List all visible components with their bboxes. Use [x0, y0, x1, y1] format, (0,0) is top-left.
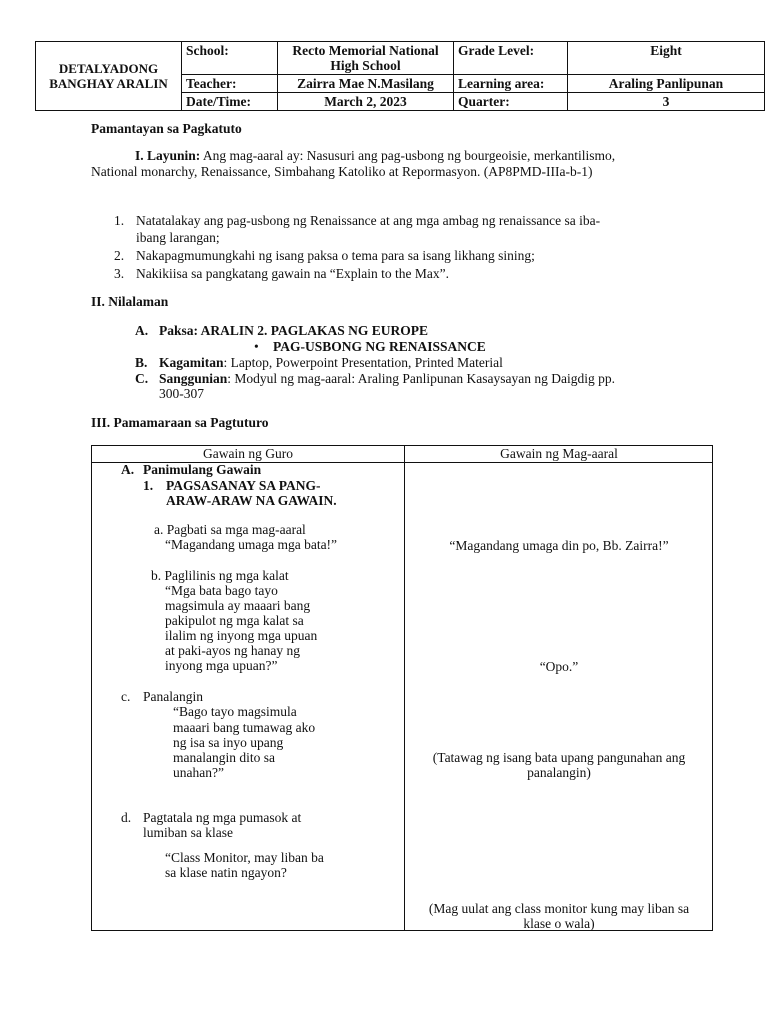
prayer-quote-1: “Bago tayo magsimula — [173, 704, 297, 719]
learning-area-value: Araling Panlipunan — [568, 75, 765, 93]
teacher-value: Zairra Mae N.Masilang — [278, 75, 454, 93]
objective-1-text-2: ibang larangan; — [136, 230, 220, 245]
cleanup-item: b. Paglilinis ng mga kalat — [151, 568, 289, 583]
activity-1-number: 1. — [143, 478, 154, 493]
school-label: School: — [182, 42, 278, 75]
prayer-quote-2: maaari bang tumawag ako — [173, 720, 316, 735]
prayer-response-1: (Tatawag ng isang bata upang pangunahan ang — [432, 750, 686, 765]
activity-1-title-2: ARAW-ARAW NA GAWAIN. — [166, 493, 337, 508]
materials-label: Kagamitan — [159, 355, 224, 370]
topic-label: Paksa: ARALIN 2. PAGLAKAS NG EUROPE — [159, 323, 429, 338]
objectives-line-2: National monarchy, Renaissance, Simbahang Katoliko at Repormasyon. (AP8PMD-IIIa-b-1) — [91, 164, 593, 179]
standards-heading: Pamantayan sa Pagkatuto — [91, 121, 242, 136]
materials-letter: B. — [135, 355, 148, 370]
prayer-letter: c. — [121, 689, 131, 704]
cleanup-quote-3: pakipulot ng mga kalat sa — [165, 613, 304, 628]
objective-2-text: Nakapagmumungkahi ng isang paksa o tema para sa isang likhang sining; — [136, 248, 535, 263]
learning-area-label: Learning area: — [454, 75, 568, 93]
grade-level-value: Eight — [568, 42, 765, 75]
attendance-letter: d. — [121, 810, 132, 825]
objectives-line-1 — [135, 148, 615, 164]
date-label: Date/Time: — [182, 93, 278, 111]
objective-1-number: 1. — [114, 213, 125, 228]
cleanup-quote-4: ilalim ng inyong mga upuan — [165, 628, 318, 643]
greeting-response: “Magandang umaga din po, Bb. Zairra!” — [449, 538, 669, 553]
section-a-letter: A. — [121, 462, 135, 477]
attendance-response-1: (Mag uulat ang class monitor kung may liban sa — [428, 901, 690, 916]
attendance-item-2: lumiban sa klase — [143, 825, 233, 840]
topic-subtitle: PAG-USBONG NG RENAISSANCE — [273, 339, 486, 354]
references-letter: C. — [135, 371, 149, 386]
materials-text: : Laptop, Powerpoint Presentation, Printed Material — [223, 355, 503, 370]
quarter-label: Quarter: — [454, 93, 568, 111]
cleanup-quote-1: “Mga bata bago tayo — [165, 583, 278, 598]
method-heading: III. Pamamaraan sa Pagtuturo — [91, 415, 269, 430]
attendance-quote-1: “Class Monitor, may liban ba — [165, 850, 324, 865]
content-heading: II. Nilalaman — [91, 294, 169, 309]
references-line — [159, 371, 615, 387]
prayer-quote-4: manalangin dito sa — [173, 750, 275, 765]
grade-level-label: Grade Level: — [454, 42, 568, 75]
prayer-quote-3: ng isa sa inyo upang — [173, 735, 284, 750]
cleanup-quote-5: at paki-ayos ng hanay ng — [165, 643, 300, 658]
references-label: Sanggunian — [159, 371, 228, 386]
cleanup-quote-2: magsimula ay maaari bang — [165, 598, 311, 613]
greeting-item: a. Pagbati sa mga mag-aaral — [154, 522, 306, 537]
date-value: March 2, 2023 — [278, 93, 454, 111]
topic-bullet: • — [254, 339, 259, 354]
objectives-label: I. Layunin: — [135, 148, 201, 163]
activity-1-title-1: PAGSASANAY SA PANG- — [166, 478, 321, 493]
objective-3-text: Nakikiisa sa pangkatang gawain na “Explain to the Max”. — [136, 266, 450, 281]
cleanup-response: “Opo.” — [539, 659, 579, 674]
greeting-quote: “Magandang umaga mga bata!” — [165, 537, 338, 552]
objectives-text-1: Ang mag-aaral ay: Nasusuri ang pag-usbong ng bourgeoisie, merkantilismo, — [200, 148, 616, 163]
prayer-response-2: panalangin) — [527, 765, 591, 780]
quarter-value: 3 — [568, 93, 765, 111]
lesson-header-table — [35, 41, 765, 111]
teacher-label: Teacher: — [182, 75, 278, 93]
materials-line — [159, 355, 503, 371]
references-text: : Modyul ng mag-aaral: Araling Panlipunan Kasaysayan ng Daigdig pp. — [227, 371, 615, 386]
objective-2-number: 2. — [114, 248, 125, 263]
objective-1-text-1: Natatalakay ang pag-usbong ng Renaissance at ang mga ambag ng renaissance sa iba- — [136, 213, 601, 228]
document-title: DETALYADONG BANGHAY ARALIN — [36, 42, 182, 111]
activities-table — [91, 445, 713, 931]
references-text-2: 300-307 — [159, 386, 204, 401]
attendance-item-1: Pagtatala ng mga pumasok at — [143, 810, 302, 825]
attendance-response-2: klase o wala) — [523, 916, 595, 931]
attendance-quote-2: sa klase natin ngayon? — [165, 865, 287, 880]
school-value: Recto Memorial National High School — [278, 42, 454, 75]
prayer-quote-5: unahan?” — [173, 765, 224, 780]
cleanup-quote-6: inyong mga upuan?” — [165, 658, 278, 673]
column-divider — [404, 446, 405, 930]
prayer-item: Panalangin — [143, 689, 203, 704]
teacher-activity-header: Gawain ng Guro — [203, 446, 293, 461]
topic-letter: A. — [135, 323, 149, 338]
student-activity-header: Gawain ng Mag-aaral — [500, 446, 618, 461]
objective-3-number: 3. — [114, 266, 125, 281]
section-a-label: Panimulang Gawain — [143, 462, 262, 477]
